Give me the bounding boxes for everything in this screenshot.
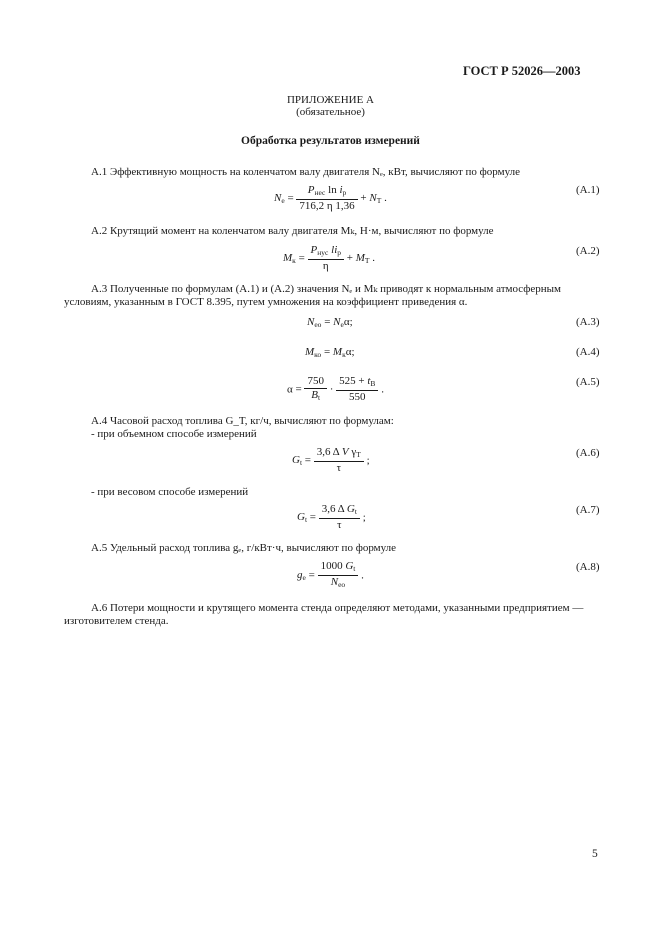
equation-a5: α = $\frac{750}{B_t}$ · $\frac{525 + t_B}{550}$ . (287, 375, 384, 403)
equation-label-a3: (А.3) (576, 316, 600, 328)
equation-a4: $M_{ко} = M_к\alpha$; (305, 346, 355, 359)
equation-label-a1: (А.1) (576, 184, 600, 196)
appendix-title: ПРИЛОЖЕНИЕ А (286, 94, 374, 106)
page-number: 5 (592, 848, 598, 860)
equation-a3: $N_{eo} = N_e\alpha$; (307, 316, 353, 329)
equation-label-a8: (А.8) (576, 561, 600, 573)
equation-a7: $G_t$ = $\frac{3,6 \Delta G_t}{\tau}$ ; (297, 503, 366, 531)
equation-label-a6: (А.6) (576, 447, 600, 459)
paragraph-a6-line2: изготовителем стенда. (64, 615, 169, 627)
equation-label-a2: (А.2) (576, 245, 600, 257)
equation-label-a5: (А.5) (576, 376, 600, 388)
section-title: Обработка результатов измерений (241, 135, 420, 147)
document-standard-number: ГОСТ Р 52026—2003 (463, 64, 581, 78)
equation-label-a7: (А.7) (576, 504, 600, 516)
paragraph-a4-weight: - при весовом способе измерений (91, 486, 249, 498)
equation-a1: $N_e$ = $\frac{P_{нес} \ln i_р}{716,2 \eta 1,36}$ + $N_T$ . (274, 184, 387, 212)
paragraph-a5: А.5 Удельный расход топлива gₑ, г/кВт·ч, вычисляют по формуле (91, 542, 397, 554)
paragraph-a3-line1: А.3 Полученные по формулам (А.1) и (А.2) значения Nₑ и Mₖ приводят к нормальным атмосферным (91, 283, 562, 295)
paragraph-a2: А.2 Крутящий момент на коленчатом валу двигателя Mₖ, Н·м, вычисляют по формуле (91, 225, 494, 237)
paragraph-a1: А.1 Эффективную мощность на коленчатом валу двигателя Nₑ, кВт, вычисляют по формуле (91, 166, 520, 178)
paragraph-a4-volume: - при объемном способе измерений (91, 428, 257, 440)
appendix-status: (обязательное) (296, 106, 365, 118)
equation-a6: $G_t$ = $\frac{3,6 \Delta V \gamma_T}{\tau}$ ; (292, 446, 370, 474)
paragraph-a3-line2: условиям, указанным в ГОСТ 8.395, путем умножения на коэффициент приведения α. (64, 296, 468, 308)
equation-label-a4: (А.4) (576, 346, 600, 358)
equation-a8: $g_e$ = $\frac{1000 G_t}{N_{eo}}$ . (297, 560, 364, 589)
equation-a2: $M_к$ = $\frac{P_{нус} li_р}{\eta}$ + $M_T$ . (283, 244, 375, 272)
paragraph-a6-line1: А.6 Потери мощности и крутящего момента стенда определяют методами, указанными предприятием — (91, 602, 584, 614)
paragraph-a4: А.4 Часовой расход топлива G_T, кг/ч, вычисляют по формулам: (91, 415, 394, 427)
